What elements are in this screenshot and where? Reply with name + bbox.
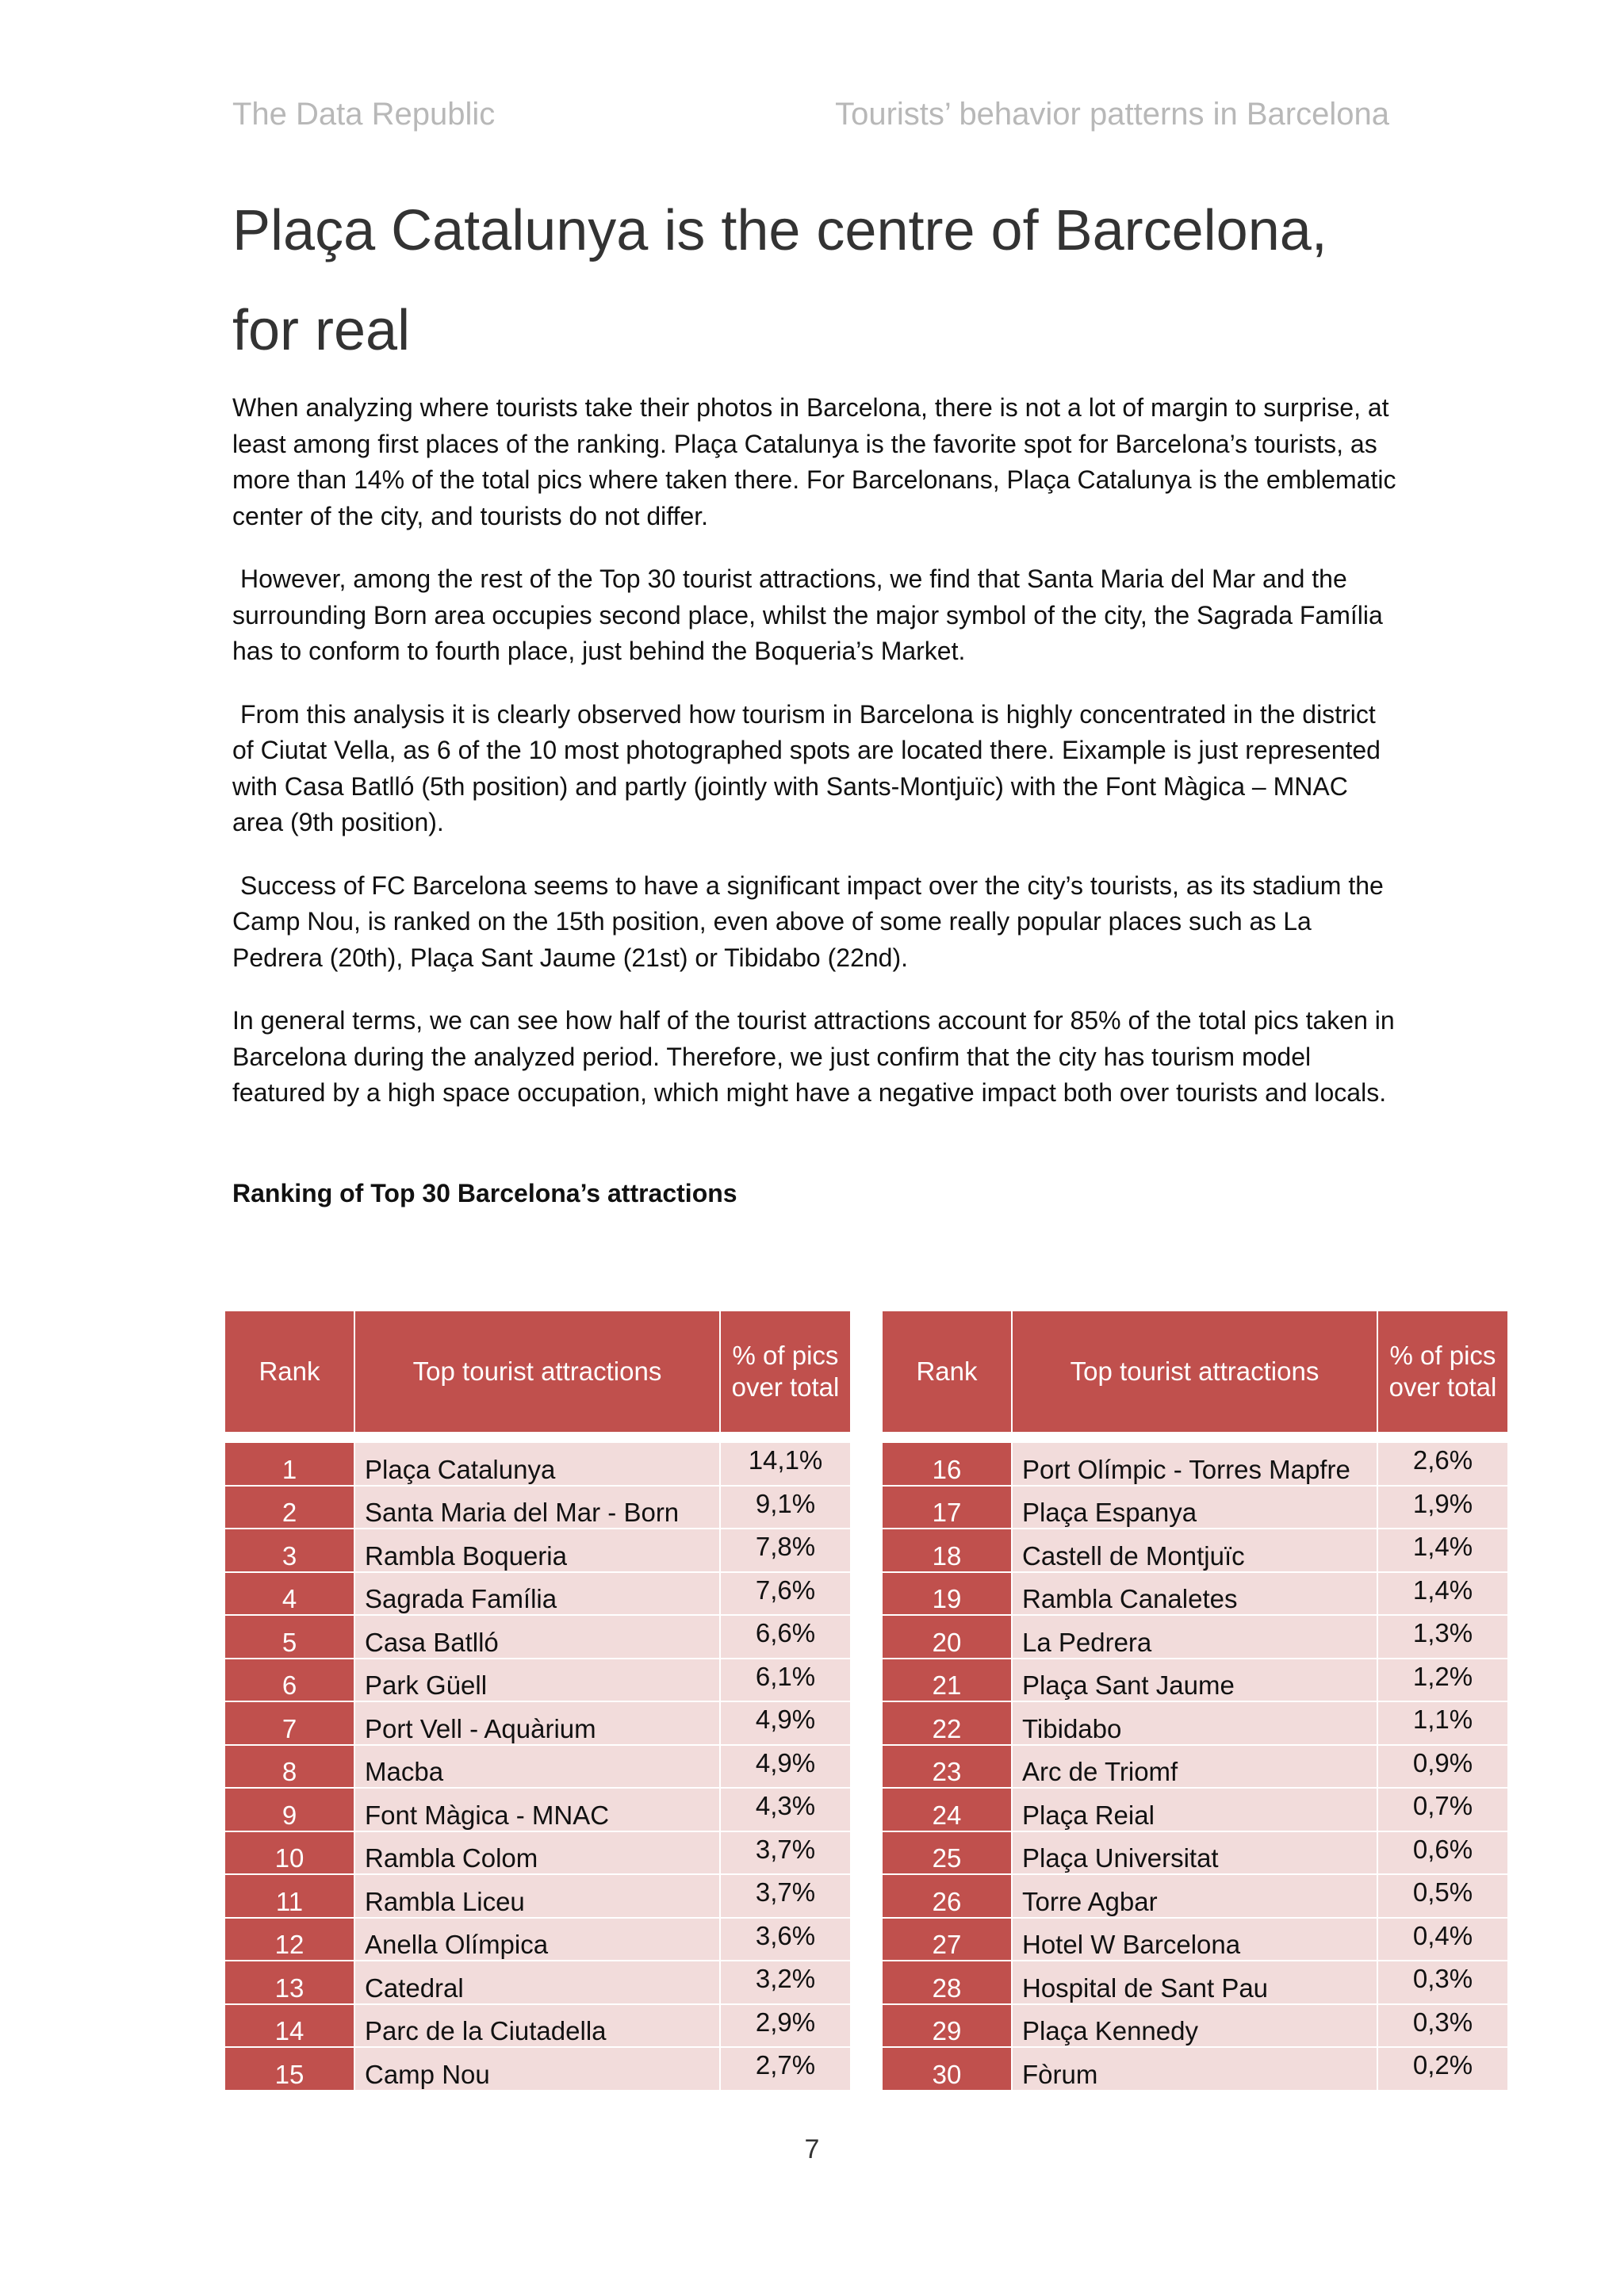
attraction-cell: Plaça Reial xyxy=(1012,1788,1377,1831)
paragraph: From this analysis it is clearly observed how tourism in Barcelona is highly concentrated in the district of Ciutat Vella, as 6 of the 10 most photographed spots are located there. Eixample is just represented with Casa Batlló (5th position) and partly (jointly with Sants-Montjuïc) with the Font Màgica – MNAC area (9th position). xyxy=(232,699,1381,836)
table-row xyxy=(224,1918,851,1961)
body-text xyxy=(232,390,1398,1138)
pct-cell: 7,8% xyxy=(720,1529,851,1572)
attraction-cell: Hotel W Barcelona xyxy=(1012,1918,1377,1961)
rank-cell: 17 xyxy=(882,1486,1012,1529)
pct-cell: 4,9% xyxy=(720,1701,851,1745)
attraction-cell: Anella Olímpica xyxy=(354,1918,720,1961)
running-header-left: The Data Republic xyxy=(232,97,496,132)
pct-cell: 1,2% xyxy=(1377,1659,1508,1702)
pct-cell: 7,6% xyxy=(720,1572,851,1616)
paragraph: In general terms, we can see how half of the tourist attractions account for 85% of the total pics taken in Barcelona during the analyzed period. Therefore, we just confirm that the city has tourism model featured by a high space occupation, which might have a negative impact both over tourists and locals. xyxy=(232,1006,1395,1107)
paragraph: Success of FC Barcelona seems to have a significant impact over the city’s tourists, as its stadium the Camp Nou, is ranked on the 15th position, even above of some really popular places such as La Pedrera (20th), Plaça Sant Jaume (21st) or Tibidabo (22nd). xyxy=(232,871,1384,972)
rank-cell: 1 xyxy=(224,1442,354,1486)
attraction-cell: Parc de la Ciutadella xyxy=(354,2004,720,2048)
attraction-cell: Torre Agbar xyxy=(1012,1874,1377,1918)
pct-cell: 6,6% xyxy=(720,1615,851,1659)
pct-cell: 3,2% xyxy=(720,1961,851,2004)
pct-cell: 1,3% xyxy=(1377,1615,1508,1659)
spacer-cell xyxy=(224,1433,851,1442)
rank-cell: 19 xyxy=(882,1572,1012,1616)
attraction-column-header: Top tourist attractions xyxy=(1012,1311,1377,1433)
table-header-row xyxy=(224,1311,851,1433)
table-row xyxy=(882,1831,1508,1875)
rank-cell: 14 xyxy=(224,2004,354,2048)
attraction-cell: Macba xyxy=(354,1745,720,1789)
pct-cell: 1,4% xyxy=(1377,1572,1508,1616)
rank-cell: 5 xyxy=(224,1615,354,1659)
table-row xyxy=(224,1788,851,1831)
pct-cell: 1,4% xyxy=(1377,1529,1508,1572)
pct-cell: 6,1% xyxy=(720,1659,851,1702)
attraction-cell: Rambla Colom xyxy=(354,1831,720,1875)
rank-cell: 10 xyxy=(224,1831,354,1875)
table-row xyxy=(882,1615,1508,1659)
pct-cell: 0,6% xyxy=(1377,1831,1508,1875)
attraction-cell: Plaça Catalunya xyxy=(354,1442,720,1486)
rank-cell: 11 xyxy=(224,1874,354,1918)
rank-cell: 24 xyxy=(882,1788,1012,1831)
table-row xyxy=(882,1442,1508,1486)
rank-cell: 22 xyxy=(882,1701,1012,1745)
page-number: 7 xyxy=(804,2134,820,2164)
pct-cell: 0,5% xyxy=(1377,1874,1508,1918)
table-row xyxy=(882,2004,1508,2048)
table-row xyxy=(224,2047,851,2091)
rank-cell: 21 xyxy=(882,1659,1012,1702)
attraction-cell: Fòrum xyxy=(1012,2047,1377,2091)
table-row xyxy=(224,1572,851,1616)
table-row xyxy=(882,1961,1508,2004)
table-row xyxy=(224,1442,851,1486)
table-row xyxy=(882,1572,1508,1616)
table-spacer xyxy=(224,1433,851,1442)
table-row xyxy=(224,1831,851,1875)
attraction-cell: Catedral xyxy=(354,1961,720,2004)
pct-cell: 0,3% xyxy=(1377,1961,1508,2004)
pct-cell: 1,1% xyxy=(1377,1701,1508,1745)
rank-cell: 25 xyxy=(882,1831,1012,1875)
table-row xyxy=(882,1659,1508,1702)
table-row xyxy=(882,2047,1508,2091)
attraction-cell: Port Olímpic - Torres Mapfre xyxy=(1012,1442,1377,1486)
pct-cell: 4,9% xyxy=(720,1745,851,1789)
rank-cell: 20 xyxy=(882,1615,1012,1659)
table-spacer xyxy=(882,1433,1508,1442)
attraction-cell: Arc de Triomf xyxy=(1012,1745,1377,1789)
attraction-cell: Rambla Liceu xyxy=(354,1874,720,1918)
rank-cell: 4 xyxy=(224,1572,354,1616)
table-header-row xyxy=(882,1311,1508,1433)
rank-cell: 12 xyxy=(224,1918,354,1961)
table-row xyxy=(882,1788,1508,1831)
rank-cell: 26 xyxy=(882,1874,1012,1918)
rank-cell: 7 xyxy=(224,1701,354,1745)
attraction-cell: Park Güell xyxy=(354,1659,720,1702)
pct-column-header: % of pics over total xyxy=(1377,1311,1508,1433)
rank-column-header: Rank xyxy=(224,1311,354,1433)
attraction-cell: Font Màgica - MNAC xyxy=(354,1788,720,1831)
pct-cell: 0,4% xyxy=(1377,1918,1508,1961)
attraction-cell: Plaça Espanya xyxy=(1012,1486,1377,1529)
rank-cell: 28 xyxy=(882,1961,1012,2004)
pct-cell: 0,9% xyxy=(1377,1745,1508,1789)
pct-cell: 0,2% xyxy=(1377,2047,1508,2091)
table-row xyxy=(224,1486,851,1529)
pct-cell: 0,3% xyxy=(1377,2004,1508,2048)
pct-column-header: % of pics over total xyxy=(720,1311,851,1433)
attraction-cell: Rambla Canaletes xyxy=(1012,1572,1377,1616)
table-row xyxy=(882,1745,1508,1789)
rank-cell: 18 xyxy=(882,1529,1012,1572)
attraction-cell: Tibidabo xyxy=(1012,1701,1377,1745)
attraction-cell: Hospital de Sant Pau xyxy=(1012,1961,1377,2004)
table-row xyxy=(882,1486,1508,1529)
attraction-cell: Camp Nou xyxy=(354,2047,720,2091)
table-row xyxy=(224,1529,851,1572)
attraction-cell: Santa Maria del Mar - Born xyxy=(354,1486,720,1529)
pct-cell: 3,7% xyxy=(720,1831,851,1875)
table-row xyxy=(882,1918,1508,1961)
paragraph: However, among the rest of the Top 30 tourist attractions, we find that Santa Maria del Mar and the surrounding Born area occupies second place, whilst the major symbol of the city, the Sagrada Família has to conform to fourth place, just behind the Boqueria’s Market. xyxy=(232,564,1383,665)
rank-column-header: Rank xyxy=(882,1311,1012,1433)
paragraph: When analyzing where tourists take their photos in Barcelona, there is not a lot of margin to surprise, at least among first places of the ranking. Plaça Catalunya is the favorite spot for Barcelona’s tourists, as more than 14% of the total pics where taken there. For Barcelonans, Plaça Catalunya is the emblematic center of the city, and tourists do not differ. xyxy=(232,393,1396,530)
ranking-table-left xyxy=(224,1310,852,2091)
table-row xyxy=(882,1529,1508,1572)
rank-cell: 30 xyxy=(882,2047,1012,2091)
attraction-cell: Castell de Montjuïc xyxy=(1012,1529,1377,1572)
table-row xyxy=(224,1961,851,2004)
attraction-cell: Casa Batlló xyxy=(354,1615,720,1659)
table-row xyxy=(224,1615,851,1659)
attraction-column-header: Top tourist attractions xyxy=(354,1311,720,1433)
table-row xyxy=(224,1745,851,1789)
table-row xyxy=(224,2004,851,2048)
rank-cell: 27 xyxy=(882,1918,1012,1961)
pct-cell: 1,9% xyxy=(1377,1486,1508,1529)
pct-cell: 14,1% xyxy=(720,1442,851,1486)
pct-cell: 2,9% xyxy=(720,2004,851,2048)
rank-cell: 16 xyxy=(882,1442,1012,1486)
attraction-cell: Plaça Universitat xyxy=(1012,1831,1377,1875)
pct-cell: 2,7% xyxy=(720,2047,851,2091)
rank-cell: 8 xyxy=(224,1745,354,1789)
ranking-title: Ranking of Top 30 Barcelona’s attractions xyxy=(232,1179,737,1207)
ranking-table-right xyxy=(881,1310,1509,2091)
attraction-cell: Rambla Boqueria xyxy=(354,1529,720,1572)
rank-cell: 23 xyxy=(882,1745,1012,1789)
attraction-cell: Port Vell - Aquàrium xyxy=(354,1701,720,1745)
pct-cell: 4,3% xyxy=(720,1788,851,1831)
rank-cell: 2 xyxy=(224,1486,354,1529)
pct-cell: 3,7% xyxy=(720,1874,851,1918)
attraction-cell: Sagrada Família xyxy=(354,1572,720,1616)
pct-cell: 2,6% xyxy=(1377,1442,1508,1486)
attraction-cell: Plaça Kennedy xyxy=(1012,2004,1377,2048)
table-row xyxy=(224,1659,851,1702)
running-header-right: Tourists’ behavior patterns in Barcelona xyxy=(835,97,1389,132)
attraction-cell: La Pedrera xyxy=(1012,1615,1377,1659)
table-row xyxy=(882,1874,1508,1918)
rank-cell: 15 xyxy=(224,2047,354,2091)
page-title: Plaça Catalunya is the centre of Barcelona, for real xyxy=(232,199,1327,362)
table-row xyxy=(224,1874,851,1918)
spacer-cell xyxy=(882,1433,1508,1442)
rank-cell: 3 xyxy=(224,1529,354,1572)
rank-cell: 29 xyxy=(882,2004,1012,2048)
rank-cell: 6 xyxy=(224,1659,354,1702)
attraction-cell: Plaça Sant Jaume xyxy=(1012,1659,1377,1702)
table-row xyxy=(882,1701,1508,1745)
rank-cell: 9 xyxy=(224,1788,354,1831)
pct-cell: 0,7% xyxy=(1377,1788,1508,1831)
rank-cell: 13 xyxy=(224,1961,354,2004)
pct-cell: 9,1% xyxy=(720,1486,851,1529)
pct-cell: 3,6% xyxy=(720,1918,851,1961)
table-row xyxy=(224,1701,851,1745)
